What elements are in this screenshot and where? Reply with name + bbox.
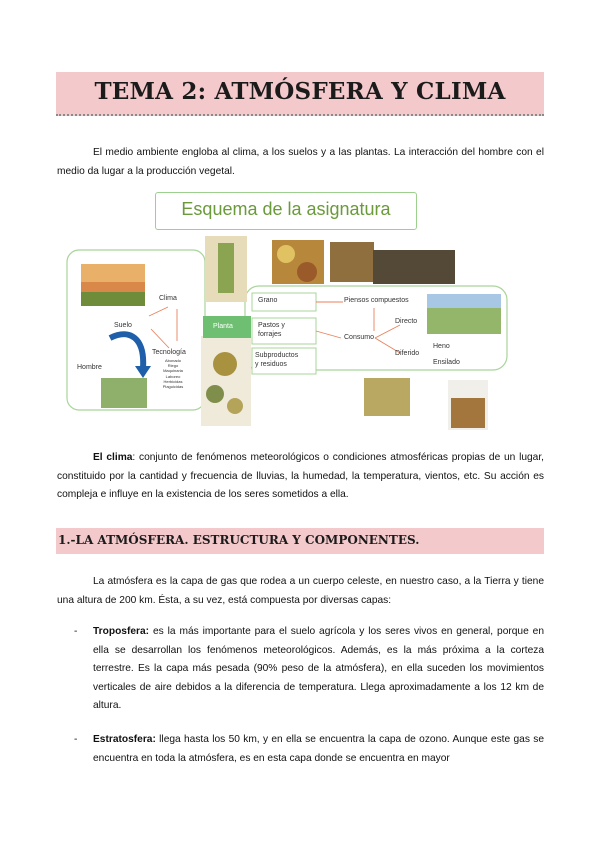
- title-bar: [56, 72, 544, 116]
- label-diferido: Diferido: [395, 350, 420, 357]
- page-title: TEMA 2: ATMÓSFERA Y CLIMA: [94, 78, 506, 105]
- grain-photo: [272, 240, 324, 284]
- layer-text: es la más importante para el suelo agrícola y los seres vivos en general, porque en ella se desarrollan los fenómenos meteorológicos. Además, es la más próxima a la corteza terrestre. Es la capa más pesada (90% peso de la atmósfera), en ella suceden los movimientos verticales de aire debidos a la diferencia de temperatura. Llega aproximadamente a los 12 km de altura.: [93, 626, 544, 711]
- list-dash: -: [74, 734, 78, 745]
- field-photo: [101, 378, 147, 408]
- label-pastos: Pastos y forrajes: [258, 322, 285, 338]
- label-piensos: Piensos compuestos: [344, 297, 409, 304]
- clima-text: : conjunto de fenómenos meteorológicos o condiciones atmosféricas propias de un lugar, constituido por la cantidad y frecuencia de lluvias, la humedad, la temperatura, vientos, etc. Su acción es compleja e influye en la existencia de los seres sometidos a ella.: [57, 452, 544, 500]
- intro-text: El medio ambiente engloba al clima, a los suelos y a las plantas. La interacción del hombre con el medio da lugar a la producción vegetal.: [57, 147, 544, 177]
- intro-paragraph: [57, 144, 544, 181]
- label-heno: Heno: [433, 343, 450, 350]
- label-grano: Grano: [258, 297, 278, 304]
- clima-term: El clima: [93, 452, 133, 463]
- list-item: [57, 623, 544, 716]
- label-planta: Planta: [213, 323, 233, 330]
- layer-term: Troposfera:: [93, 626, 150, 637]
- schema-diagram: [55, 188, 545, 433]
- schema-title: Esquema de la asignatura: [181, 199, 391, 219]
- plant-drawing-2: [201, 336, 251, 426]
- section-heading-bar: [56, 528, 544, 554]
- label-tecnologia: Tecnología: [152, 349, 186, 356]
- list-item: [57, 731, 544, 768]
- label-clima: Clima: [159, 295, 177, 302]
- list-dash: -: [74, 626, 78, 637]
- seeds-photo: [330, 242, 374, 282]
- label-directo: Directo: [395, 318, 418, 325]
- label-consumo: Consumo: [344, 334, 374, 341]
- clima-paragraph: [57, 449, 544, 505]
- atmos-paragraph: [57, 573, 544, 610]
- label-ensilado: Ensilado: [433, 359, 460, 366]
- label-hombre: Hombre: [77, 364, 102, 371]
- label-tec-items: Abonado Riego Maquinaria Laboreo Herbicidas Plaguicidas: [162, 358, 184, 390]
- label-subproductos: Subproductos y residuos: [255, 352, 299, 368]
- schema-graphic: [55, 188, 545, 433]
- layer-text: llega hasta los 50 km, y en ella se encuentra la capa de ozono. Aunque este gas se encuentra en toda la atmósfera, es en esta capa donde se encuentra en mayor: [93, 734, 544, 764]
- section-heading: 1.-LA ATMÓSFERA. ESTRUCTURA Y COMPONENTES.: [58, 533, 420, 547]
- label-suelo: Suelo: [114, 322, 132, 329]
- atmos-text: La atmósfera es la capa de gas que rodea a un cuerpo celeste, en nuestro caso, a la Tierra y tiene una altura de 200 km. Ésta, a su vez, está compuesta por diversas capas:: [57, 576, 544, 606]
- hay-photo: [364, 378, 410, 416]
- layer-term: Estratosfera:: [93, 734, 156, 745]
